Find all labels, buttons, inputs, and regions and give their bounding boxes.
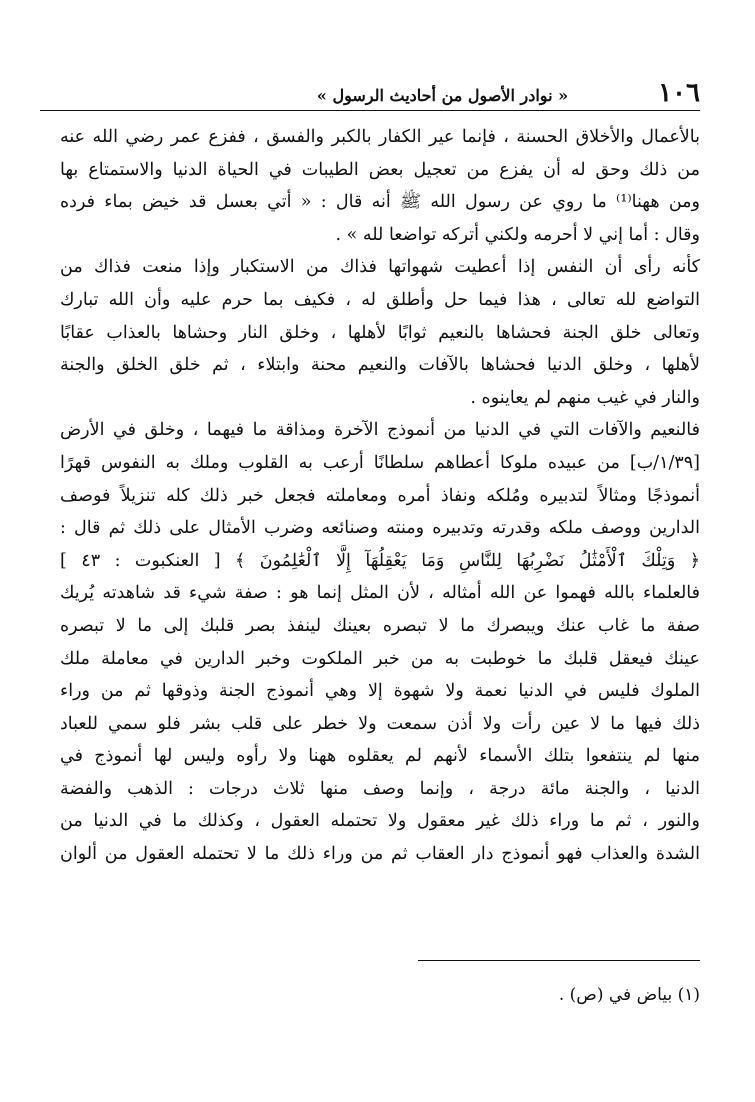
text-line: والنور ، ثم ما وراء ذلك غير معقول ولا تحتمله العقول ، وكذلك ما في الدنيا من bbox=[60, 811, 700, 832]
footnote-divider bbox=[418, 960, 700, 961]
page-header bbox=[40, 78, 700, 111]
text-line: منها لم ينتفعوا بتلك الأسماء لأنهم لم يعقلوه ههنا ولا رأوه وليس لها أنموذج في bbox=[60, 746, 700, 767]
text-line: فالنعيم والآفات التي في الدنيا من أنموذج الآخرة ومذاقة ما فيهما ، وخلق في الأرض bbox=[60, 420, 700, 441]
text-line: وقال : أما إني لا أحرمه ولكني أتركه تواضعا لله » . bbox=[335, 224, 700, 245]
main-text bbox=[60, 121, 700, 871]
text-line: ومن ههنا⁽¹⁾ ما روي عن رسول الله ﷺ أنه قال : « أتي بعسل قد خيض بماء فرده bbox=[60, 192, 700, 213]
page-number: ١٠٦ bbox=[658, 78, 700, 108]
text-line: ذلك فيها ما لا عين رأت ولا أذن سمعت ولا خطر على قلب بشر فلو سمي للعباد bbox=[60, 713, 700, 734]
text-line: صفة ما غاب عنك ويبصرك ما لا تبصره بعينك لينفذ بصر قلبك إلى ما لا تبصره bbox=[60, 615, 700, 636]
text-line: [١/٣٩/ب] من عبيده ملوكا أعطاهم سلطانًا أرعب به القلوب وملك به النفوس قهرًا bbox=[60, 452, 700, 473]
quran-verse-line: ﴿ وَتِلْكَ ٱلْأَمْثَٰلُ نَضْرِبُهَا لِلنَّاسِ وَمَا يَعْقِلُهَآ إِلَّا ٱلْعَٰلِمُونَ ﴾ [ العنكبوت : ٤٣ ] bbox=[60, 550, 700, 571]
text-line: الشدة والعذاب فهو أنموذج دار العقاب ثم من وراء ذلك ما لا تحتمله العقول من ألوان bbox=[60, 844, 700, 865]
text-line: من ذلك وحق له أن يفزع من تعجيل بعض الطيبات في الحياة الدنيا والاستمتاع بها bbox=[60, 159, 700, 180]
text-line: كأنه رأى أن النفس إذا أعطيت شهواتها فذاك من الاستكبار وإذا منعت فذاك من bbox=[60, 257, 700, 278]
text-line: وتعالى خلق الجنة فحشاها بالنعيم ثوابًا لأهلها ، وخلق النار وحشاها بالعذاب عقابًا bbox=[60, 322, 700, 343]
text-line: والنار في غيب منهم لم يعاينوه . bbox=[470, 387, 700, 408]
text-line: الملوك فليس في الدنيا نعمة ولا شهوة إلا وهي أنموذج الجنة وذوقها ثم من وراء bbox=[60, 681, 700, 702]
text-line: الدارين ووصف ملكه وقدرته وتدبيره ومنته وصنائعه وضرب الأمثال على ذلك ثم قال : bbox=[60, 518, 700, 539]
text-line: بالأعمال والأخلاق الحسنة ، فإنما عير الكفار بالكبر والفسق ، ففزع عمر رضي الله عنه bbox=[60, 127, 700, 147]
text-line: التواضع لله تعالى ، هذا فيما حل وأطلق له ، فكيف بما حرم عليه وأن الله تبارك bbox=[60, 289, 700, 310]
running-title: « نوادر الأصول من أحاديث الرسول » bbox=[316, 86, 569, 105]
text-line: عينك فيعقل قلبك ما خوطبت به من خبر الملكوت وخبر الدارين في معاملة ملك bbox=[60, 648, 700, 669]
text-line: أنموذجًا ومثالاً لتدبيره ومُلكه ونفاذ أمره ومعاملته فجعل خبر ذلك كله تنزيلاً فوصف bbox=[60, 485, 700, 506]
text-line: لأهلها ، وخلق الدنيا فحشاها بالآفات والنعيم محنة وابتلاء ، ثم خلق الخلق والجنة bbox=[60, 355, 700, 376]
footnote: (١) بياض في (ص) . bbox=[558, 985, 700, 1005]
text-line: الدنيا ، والجنة مائة درجة ، وإنما وصف منها ثلاث درجات : الذهب والفضة bbox=[60, 778, 700, 799]
text-line: فالعلماء بالله فهموا عن الله أمثاله ، لأن المثل إنما هو : صفة شيء قد شاهدته يُريك bbox=[60, 583, 700, 604]
